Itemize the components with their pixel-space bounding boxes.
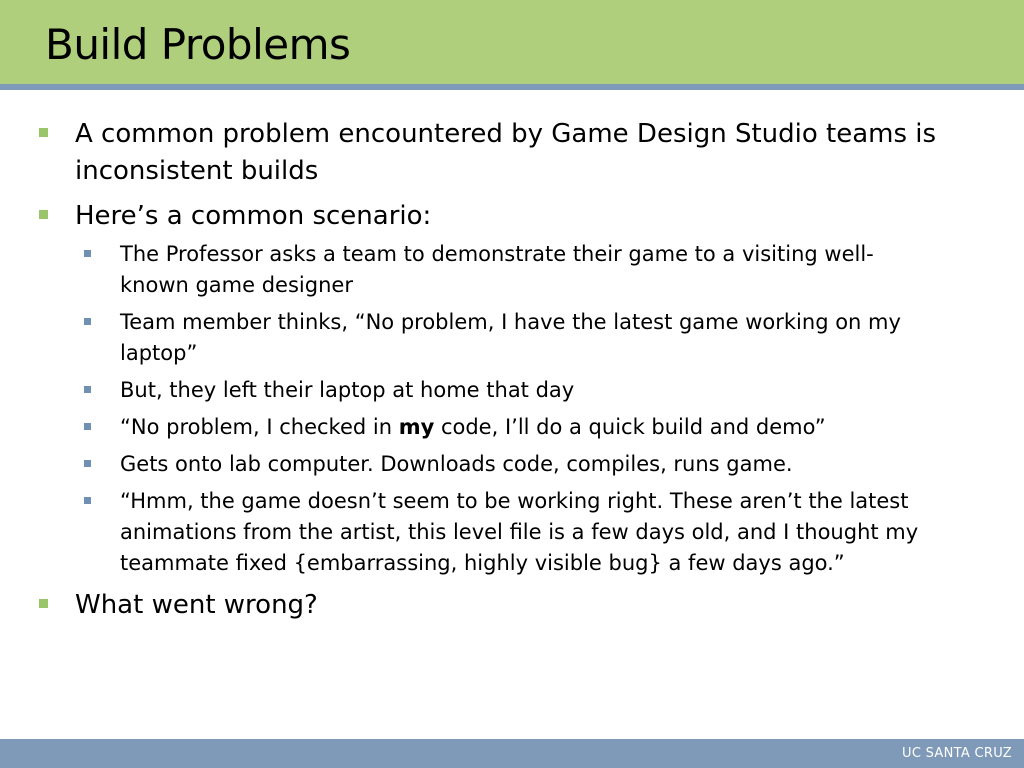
emphasis-word: my [398, 415, 435, 439]
sub-bullet-text: Gets onto lab computer. Downloads code, compiles, runs game. [120, 452, 793, 476]
slide-title: Build Problems [45, 20, 351, 69]
sub-bullet-text: “Hmm, the game doesn’t seem to be working right. These aren’t the latest animations from the artist, this level file is a few days old, and I thought my teammate fixed {embarrassing, highly visible bug} a few days ago.” [120, 489, 919, 575]
title-bar [0, 0, 1024, 84]
sub-bullet-item [83, 449, 938, 480]
bullet-item [38, 116, 938, 190]
footer-bar [0, 739, 1024, 768]
square-bullet-icon [39, 128, 48, 137]
bullet-item [38, 198, 938, 579]
sub-bullet-text: The Professor asks a team to demonstrate their game to a visiting well-known game designer [120, 242, 874, 297]
square-bullet-icon [84, 497, 91, 504]
sub-bullet-item [83, 486, 938, 579]
sub-bullet-text-end: code, I’ll do a quick build and demo” [434, 415, 826, 439]
square-bullet-icon [39, 599, 48, 608]
sub-bullet-text: Team member thinks, “No problem, I have the latest game working on my laptop” [120, 310, 901, 365]
square-bullet-icon [84, 386, 91, 393]
square-bullet-icon [84, 250, 91, 257]
sub-bullet-item [83, 412, 938, 443]
title-divider [0, 84, 1024, 90]
sub-bullet-item [83, 307, 938, 369]
bullet-item [38, 587, 938, 624]
sub-bullet-list [83, 239, 938, 579]
sub-bullet-text [120, 415, 826, 439]
square-bullet-icon [84, 318, 91, 325]
slide-body [38, 116, 938, 632]
bullet-text: Here’s a common scenario: [75, 201, 432, 231]
square-bullet-icon [39, 210, 48, 219]
square-bullet-icon [84, 423, 91, 430]
bullet-text: A common problem encountered by Game Design Studio teams is inconsistent builds [75, 119, 937, 186]
sub-bullet-text-start: “No problem, I checked in [120, 415, 399, 439]
bullet-list [38, 116, 938, 624]
sub-bullet-item [83, 239, 938, 301]
footer-label: UC SANTA CRUZ [902, 746, 1012, 761]
sub-bullet-item [83, 375, 938, 406]
sub-bullet-text: But, they left their laptop at home that day [120, 378, 575, 402]
square-bullet-icon [84, 460, 91, 467]
bullet-text: What went wrong? [75, 590, 318, 620]
